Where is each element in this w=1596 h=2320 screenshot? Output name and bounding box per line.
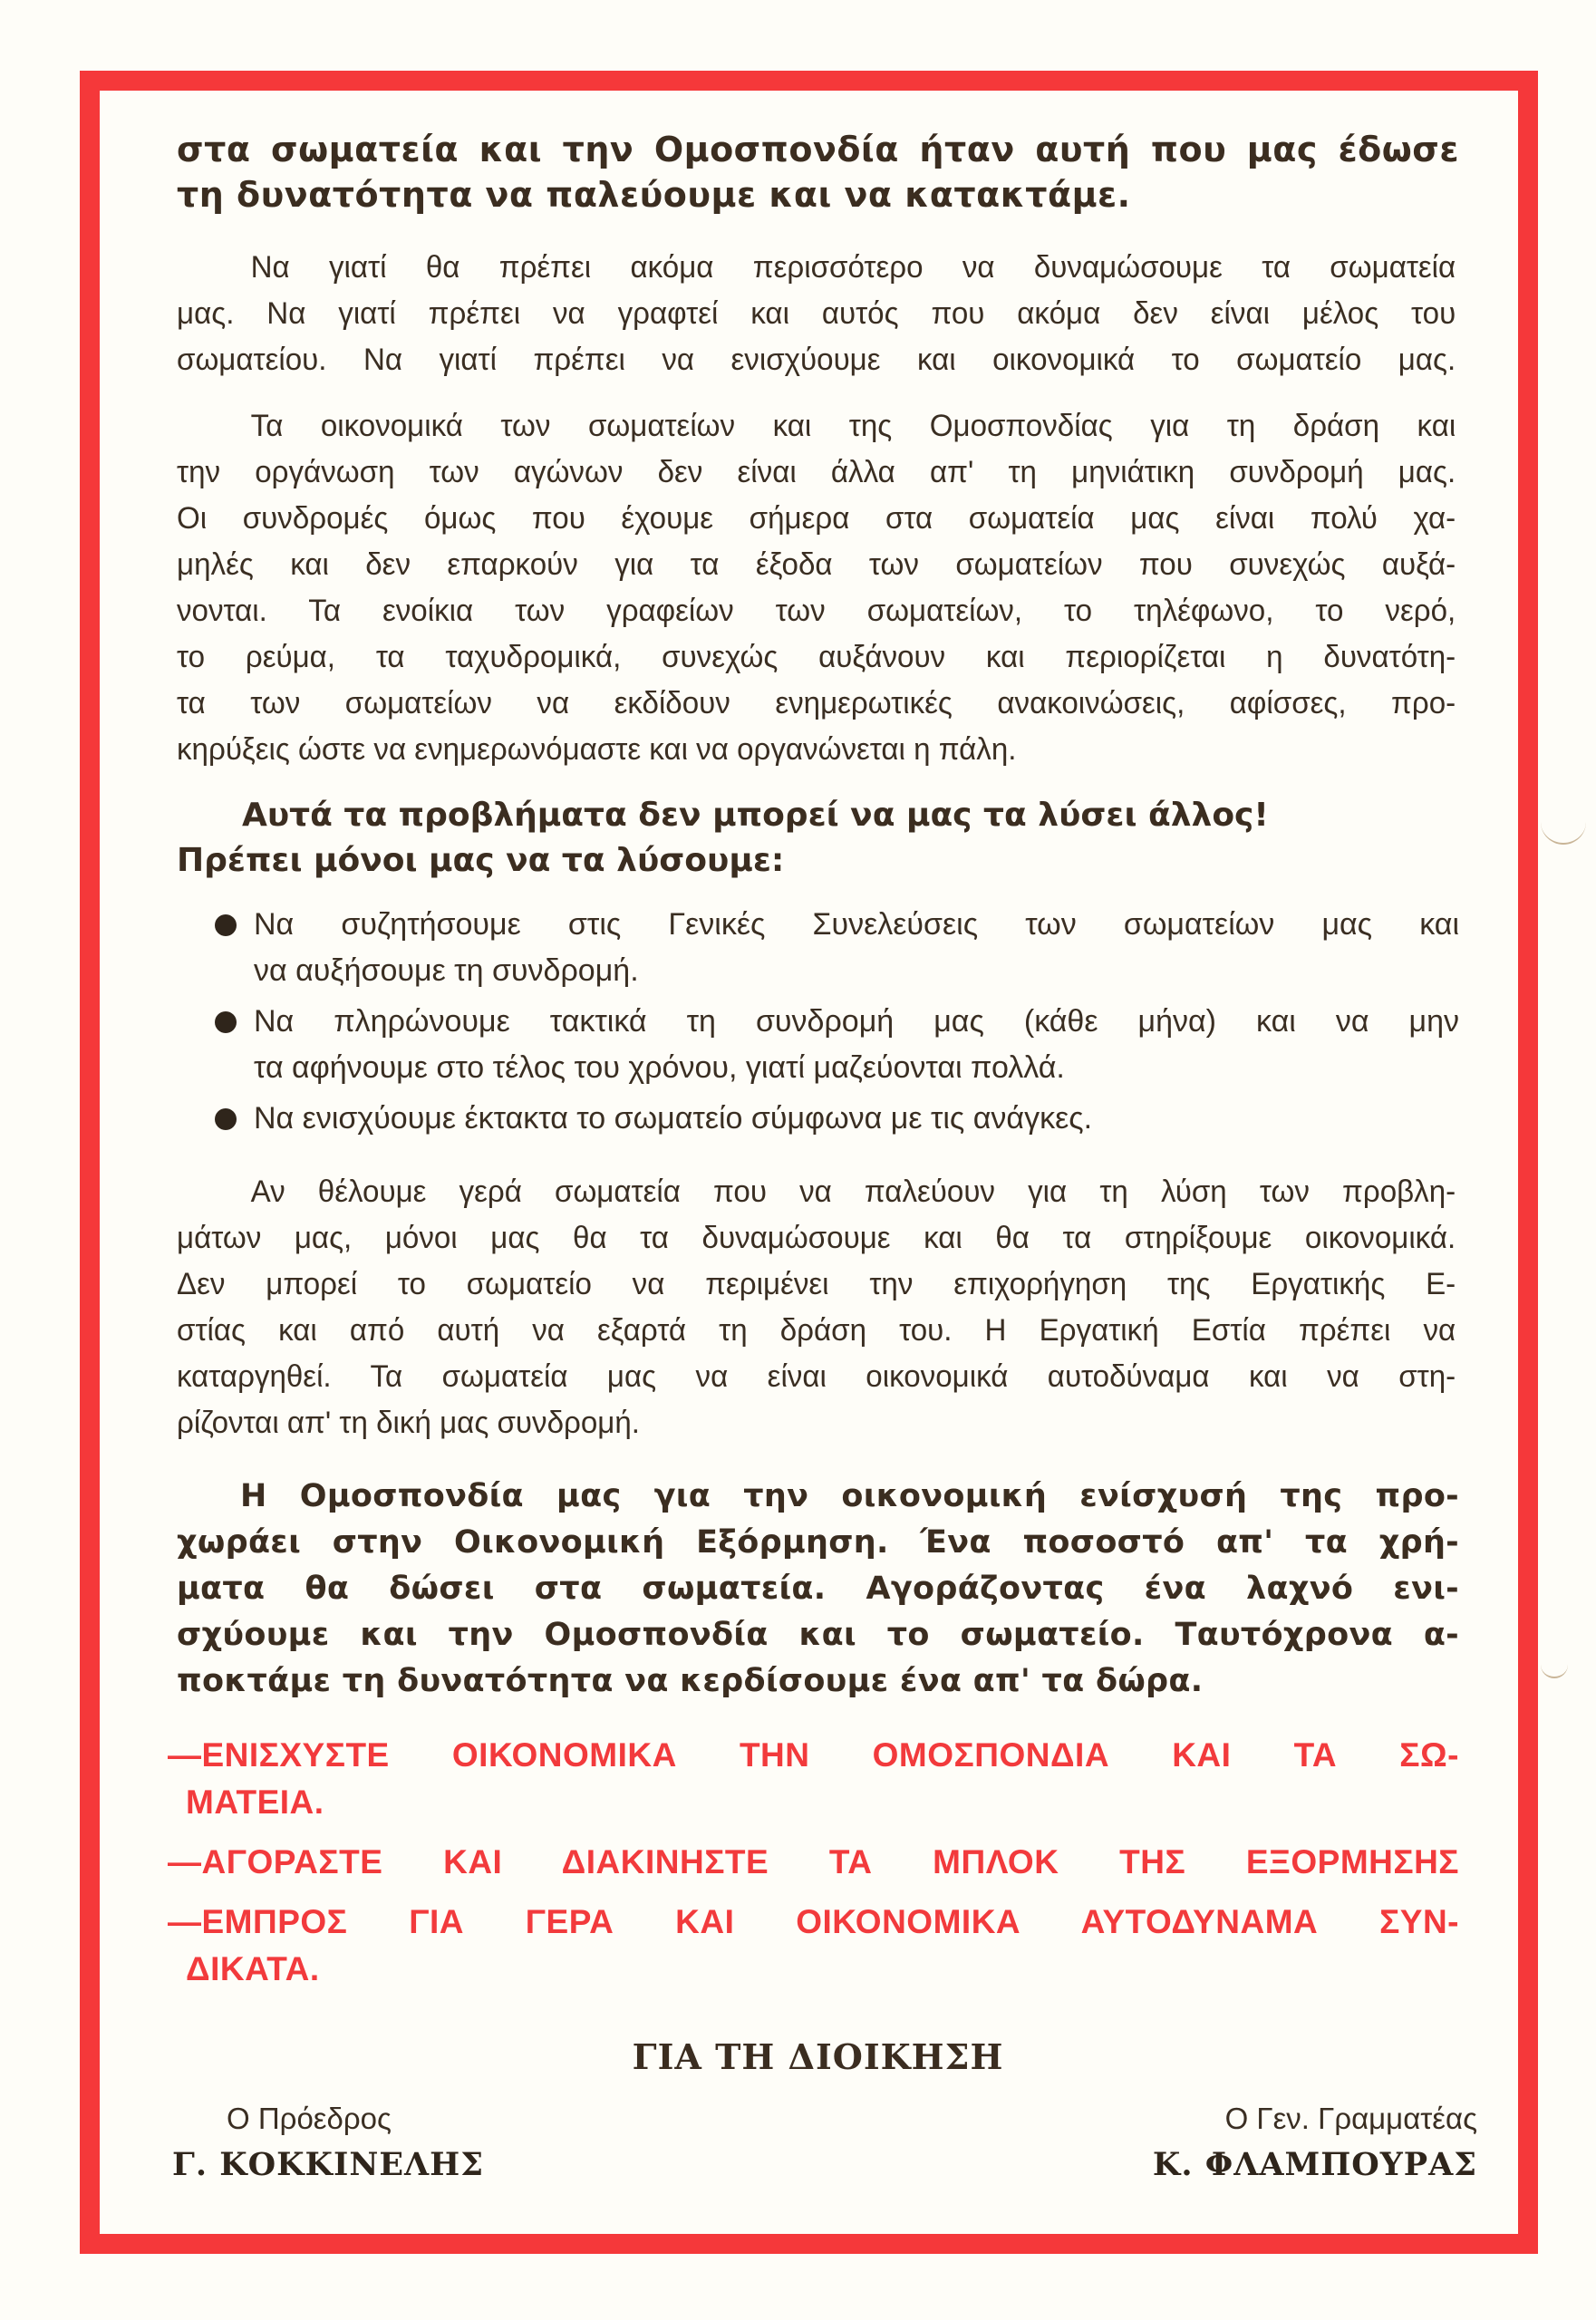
list-item: [177, 999, 1459, 1091]
paragraph-line: Οι συνδρομές όμως που έχουμε σήμερα στα σωματεία μας είναι πολύ χα-: [177, 501, 1456, 536]
paragraph-line: σωματείου. Να γιατί πρέπει να ενισχύουμε και οικονομικά το σωματείο μας.: [177, 343, 1456, 377]
paragraph-line: μάτων μας, μόνοι μας θα τα δυναμώσουμε και θα τα στηρίξουμε οικονομικά.: [177, 1221, 1456, 1255]
signoff-heading: ΓΙΑ ΤΗ ΔΙΟΙΚΗΣΗ: [632, 2036, 1004, 2077]
paragraph-line: σχύουμε και την Ομοσπονδία και το σωματείο. Ταυτόχρονα α-: [177, 1617, 1459, 1653]
slogans: [168, 1732, 1459, 1993]
slogan-line: —ΕΝΙΣΧΥΣΤΕ ΟΙΚΟΝΟΜΙΚΑ ΤΗΝ ΟΜΟΣΠΟΝΔΙΑ ΚΑΙ ΤΑ ΣΩ-: [168, 1736, 1459, 1774]
paragraph-strong-unions: [177, 1169, 1456, 1446]
list-item-line: τα αφήνουμε στο τέλος του χρόνου, γιατί μαζεύονται πολλά.: [254, 1050, 1065, 1085]
paragraph-line: μηλές και δεν επαρκούν για τα έξοδα των σωματείων που συνεχώς αυξά-: [177, 547, 1456, 582]
paragraph-finances: [177, 403, 1456, 773]
paragraph-financial-drive: [177, 1474, 1459, 1705]
paragraph-line: κηρύξεις ώστε να ενημερωνόμαστε και να οργανώνεται η πάλη.: [177, 732, 1017, 767]
list-item-line: Να ενισχύουμε έκτακτα το σωματείο σύμφωνα με τις ανάγκες.: [254, 1101, 1093, 1136]
paragraph-line: Να γιατί θα πρέπει ακόμα περισσότερο να δυναμώσουμε τα σωματεία: [250, 250, 1456, 285]
signature-secretary: [1153, 2097, 1477, 2190]
paper-tear-mark: [1541, 816, 1586, 845]
section-heading: [177, 793, 1459, 884]
paragraph-line: την οργάνωση των αγώνων δεν είναι άλλα απ' τη μηνιάτικη συνδρομή μας.: [177, 455, 1456, 489]
slogan-line: —ΑΓΟΡΑΣΤΕ ΚΑΙ ΔΙΑΚΙΝΗΣΤΕ ΤΑ ΜΠΛΟΚ ΤΗΣ ΕΞΟΡΜΗΣΗΣ: [168, 1843, 1459, 1880]
slogan-forward: [168, 1899, 1459, 1993]
bullet-dot-icon: [215, 1108, 237, 1130]
heading-line: Αυτά τα προβλήματα δεν μπορεί να μας τα λύσει άλλος!: [242, 797, 1269, 834]
signature-name: Κ. ΦΛΑΜΠΟΥΡΑΣ: [1152, 2146, 1477, 2183]
intro-line: τη δυνατότητα να παλεύουμε και να κατακτάμε.: [177, 175, 1131, 215]
paragraph-strengthen-unions: [177, 245, 1456, 383]
list-item: [177, 902, 1459, 994]
slogan-buy-tickets: [168, 1839, 1459, 1886]
slogan-line: —ΕΜΠΡΟΣ ΓΙΑ ΓΕΡΑ ΚΑΙ ΟΙΚΟΝΟΜΙΚΑ ΑΥΤΟΔΥΝΑΜΑ ΣΥΝ-: [168, 1903, 1459, 1940]
signature-role: Ο Πρόεδρος: [227, 2102, 392, 2135]
paragraph-line: Τα οικονομικά των σωματείων και της Ομοσπονδίας για τη δράση και: [250, 409, 1456, 443]
document-body: [168, 127, 1477, 2206]
signature-role: Ο Γεν. Γραμματέας: [1224, 2102, 1477, 2135]
list-item-line: Να συζητήσουμε στις Γενικές Συνελεύσεις των σωματείων μας και: [254, 907, 1459, 942]
paragraph-line: Αν θέλουμε γερά σωματεία που να παλεύουν για τη λύση των προβλη-: [250, 1174, 1456, 1209]
paragraph-line: ρίζονται απ' τη δική μας συνδρομή.: [177, 1406, 641, 1440]
paragraph-line: καταργηθεί. Τα σωματεία μας να είναι οικονομικά αυτοδύναμα και να στη-: [177, 1359, 1456, 1394]
signatures: [172, 2097, 1477, 2206]
heading-line: Πρέπει μόνοι μας να τα λύσουμε:: [177, 842, 785, 879]
paragraph-line: τα των σωματείων να εκδίδουν ενημερωτικές ανακοινώσεις, αφίσσες, προ-: [177, 686, 1456, 720]
signature-name: Γ. ΚΟΚΚΙΝΕΛΗΣ: [172, 2146, 484, 2183]
paragraph-line: ματα θα δώσει στα σωματεία. Αγοράζοντας ένα λαχνό ενι-: [177, 1571, 1459, 1607]
slogan-line: ΔΙΚΑΤΑ.: [186, 1950, 320, 1987]
paragraph-line: ποκτάμε τη δυνατότητα να κερδίσουμε ένα απ' τα δώρα.: [177, 1663, 1204, 1699]
paragraph-line: Η Ομοσπονδία μας για την οικονομική ενίσχυσή της προ-: [240, 1478, 1459, 1514]
slogan-support-financially: [168, 1732, 1459, 1826]
paragraph-line: Δεν μπορεί το σωματείο να περιμένει την επιχορήγηση της Εργατικής Ε-: [177, 1267, 1456, 1301]
paragraph-line: μας. Να γιατί πρέπει να γραφτεί και αυτός που ακόμα δεν είναι μέλος του: [177, 296, 1456, 331]
list-item: [177, 1096, 1459, 1142]
paragraph-line: το ρεύμα, τα ταχυδρομικά, συνεχώς αυξάνουν και περιορίζεται η δυνατότη-: [177, 640, 1456, 674]
list-item-line: Να πληρώνουμε τακτικά τη συνδρομή μας (κάθε μήνα) και να μην: [254, 1004, 1459, 1039]
paragraph-line: χωράει στην Οικονομική Εξόρμηση. Ένα ποσοστό απ' τα χρή-: [177, 1524, 1459, 1561]
action-list: [177, 902, 1459, 1142]
slogan-line: ΜΑΤΕΙΑ.: [186, 1784, 324, 1821]
intro-line: στα σωματεία και την Ομοσπονδία ήταν αυτή που μας έδωσε: [177, 130, 1459, 169]
paragraph-line: νονται. Τα ενοίκια των γραφείων των σωματείων, το τηλέφωνο, το νερό,: [177, 594, 1456, 628]
signature-president: [172, 2097, 484, 2190]
bullet-dot-icon: [215, 1011, 237, 1033]
list-item-line: να αυξήσουμε τη συνδρομή.: [254, 953, 639, 988]
paper-tear-mark: [1541, 1649, 1568, 1678]
bullet-dot-icon: [215, 914, 237, 936]
intro-bold-text: [177, 127, 1459, 218]
paragraph-line: στίας και από αυτή να εξαρτά τη δράση του. Η Εργατική Εστία πρέπει να: [177, 1313, 1456, 1348]
